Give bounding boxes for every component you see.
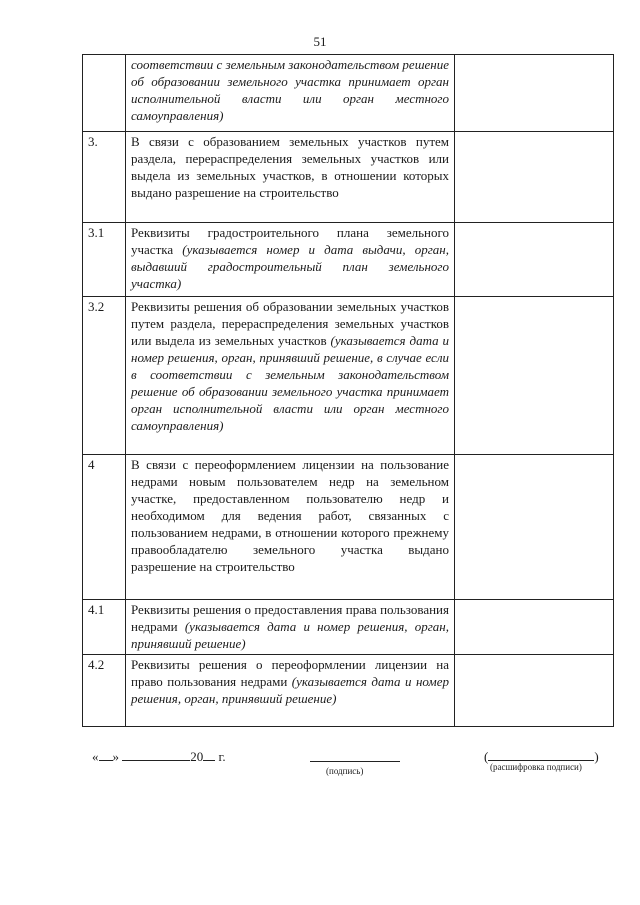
table-row — [83, 655, 614, 727]
signature-decode-field[interactable]: ( ) — [484, 749, 599, 764]
row-description: Реквизиты решения о переоформлении лицензии на право пользования недрами (указывается дата и номер решения, орган, принявший решение) — [126, 655, 455, 727]
page-number: 51 — [313, 34, 327, 49]
row-number: 3.1 — [83, 223, 126, 297]
day-blank[interactable] — [99, 748, 113, 761]
row-number: 4.1 — [83, 600, 126, 655]
row-description: Реквизиты решения об образовании земельных участков путем раздела, перераспределения земельных участков или выдела из земельных участков (указывается дата и номер решения, орган, принявший решение, в случае если в соответствии с земельным законодательством решение об образовании земельного участка принимает орган исполнительной власти или орган местного самоуправления) — [126, 297, 455, 455]
table-row — [83, 455, 614, 600]
table-row — [83, 600, 614, 655]
date-field[interactable]: « » 20 г. — [92, 749, 226, 764]
row-number — [83, 55, 126, 132]
row-description: В связи с переоформлением лицензии на пользование недрами новым пользователем недр на земельном участке, предоставленном пользователю недр и необходимом для ведения работ, связанных с пользованием недрами, в отношении которого прежнему правообладателю земельного участка выдано разрешение на строительство — [126, 455, 455, 600]
row-description: В связи с образованием земельных участков путем раздела, перераспределения земельных участков или выдела из земельных участков, в отношении которых выдано разрешение на строительство — [126, 132, 455, 223]
row-value-cell[interactable] — [455, 297, 614, 455]
row-number: 4 — [83, 455, 126, 600]
signature-footer — [0, 748, 640, 788]
row-number: 3.2 — [83, 297, 126, 455]
decode-blank[interactable] — [488, 748, 594, 761]
row-value-cell[interactable] — [455, 55, 614, 132]
signature-line[interactable] — [310, 761, 400, 762]
signature-caption: (подпись) — [326, 766, 364, 776]
decode-caption: (расшифровка подписи) — [490, 762, 582, 772]
table-row — [83, 223, 614, 297]
row-value-cell[interactable] — [455, 132, 614, 223]
table-row — [83, 132, 614, 223]
application-form-table — [82, 54, 614, 727]
row-description: Реквизиты градостроительного плана земельного участка (указывается номер и дата выдачи, орган, выдавший градостроительный план земельного участка) — [126, 223, 455, 297]
year-blank[interactable] — [203, 748, 215, 761]
table-row — [83, 55, 614, 132]
row-description: соответствии с земельным законодательством решение об образовании земельного участка принимает орган исполнительной власти или орган местного самоуправления) — [126, 55, 455, 132]
row-value-cell[interactable] — [455, 455, 614, 600]
row-number: 4.2 — [83, 655, 126, 727]
row-value-cell[interactable] — [455, 223, 614, 297]
row-value-cell[interactable] — [455, 600, 614, 655]
month-blank[interactable] — [122, 748, 190, 761]
row-description: Реквизиты решения о предоставления права пользования недрами (указывается дата и номер решения, орган, принявший решение) — [126, 600, 455, 655]
row-number: 3. — [83, 132, 126, 223]
row-value-cell[interactable] — [455, 655, 614, 727]
table-row — [83, 297, 614, 455]
